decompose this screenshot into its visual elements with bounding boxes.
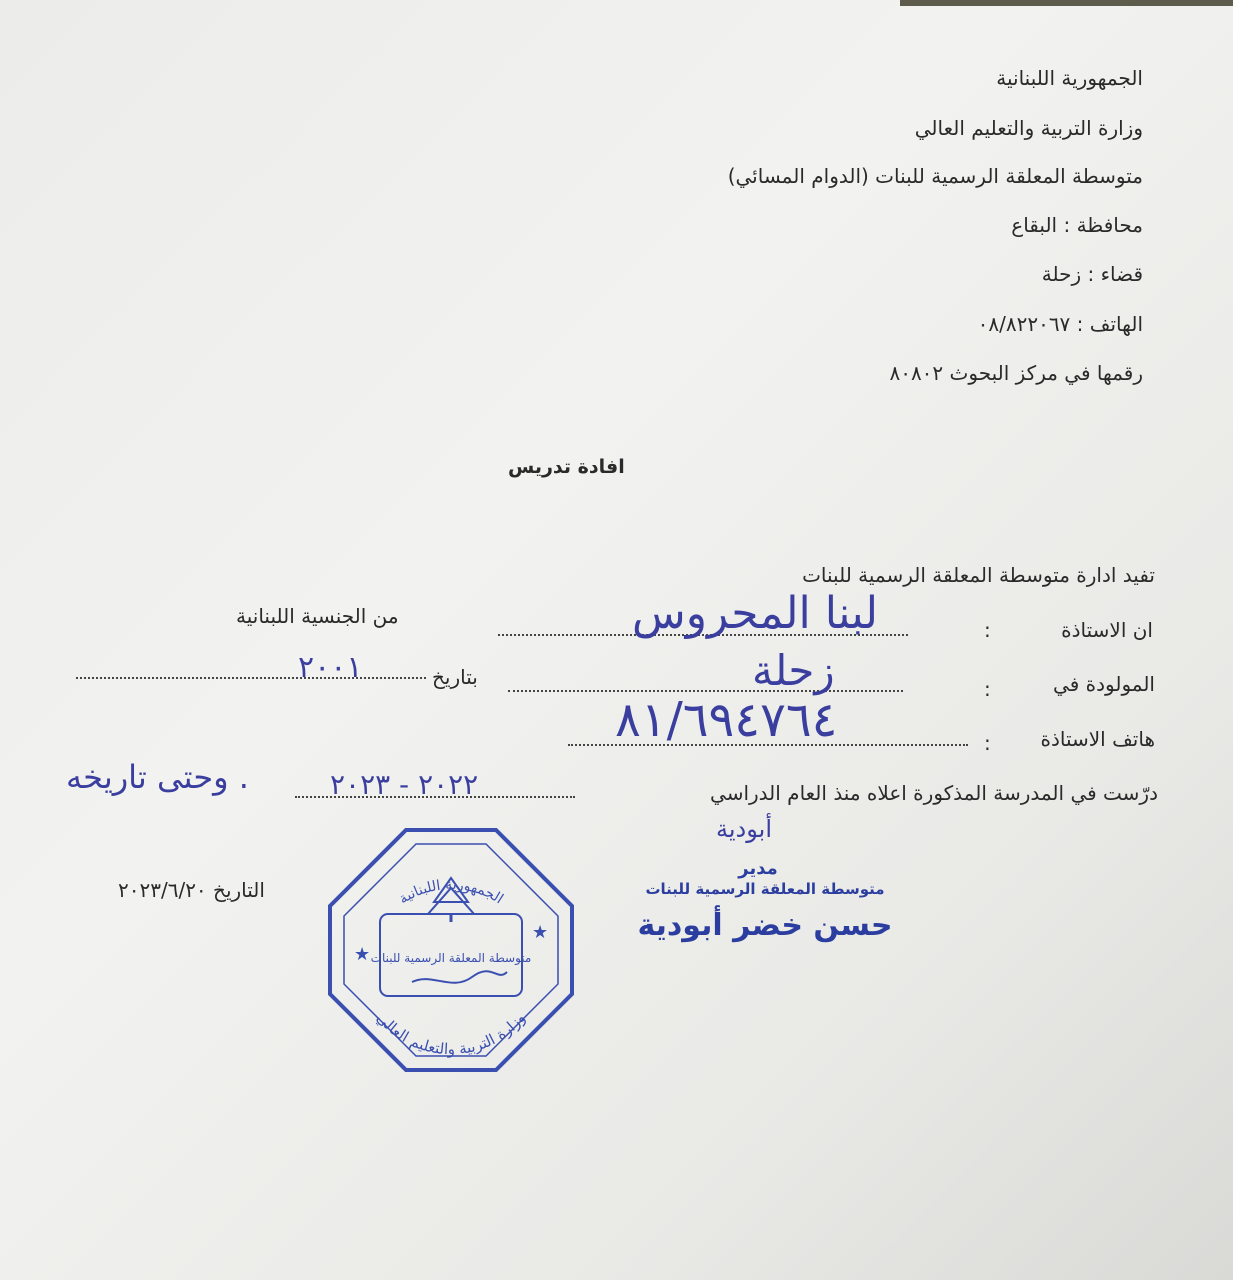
- director-handwritten-signature: أبودية: [716, 815, 772, 843]
- director-school-name: متوسطة المعلقة الرسمية للبنات: [645, 880, 885, 898]
- background-edge: [900, 0, 1233, 6]
- teacher-phone-handwritten: ٨١/٦٩٤٧٦٤: [615, 692, 838, 748]
- research-label: رقمها في مركز البحوث: [949, 361, 1143, 385]
- phone-line: [978, 312, 1143, 336]
- nationality-text: من الجنسية اللبنانية: [236, 604, 399, 628]
- birth-date-dotted-line: [76, 677, 426, 679]
- governorate-value: البقاع: [1011, 213, 1058, 237]
- teacher-phone-colon: :: [984, 731, 991, 755]
- director-title: مدير: [738, 858, 778, 879]
- governorate-label: محافظة :: [1063, 213, 1143, 237]
- teacher-phone-label: هاتف الاستاذة: [1040, 727, 1155, 751]
- intro-line: تفيد ادارة متوسطة المعلقة الرسمية للبنات: [802, 563, 1155, 587]
- taught-until-handwritten: وحتى تاريخه .: [66, 758, 249, 796]
- born-colon: :: [984, 677, 991, 701]
- official-seal: [322, 822, 580, 1077]
- ministry-name: وزارة التربية والتعليم العالي: [914, 116, 1143, 140]
- taught-since-label: درّست في المدرسة المذكورة اعلاه منذ العام الدراسي: [710, 781, 1158, 805]
- school-name: متوسطة المعلقة الرسمية للبنات (الدوام المسائي): [727, 164, 1143, 188]
- district-line: [1042, 262, 1143, 286]
- seal-signature-stroke: [412, 971, 507, 983]
- seal-outer-top-text: الجمهورية اللبنانية: [396, 877, 506, 908]
- seal-star-right-icon: ★: [532, 922, 549, 943]
- phone-value: ٠٨/٨٢٢٠٦٧: [977, 312, 1071, 336]
- teacher-colon: :: [984, 618, 991, 642]
- research-value: ٨٠٨٠٢: [889, 361, 944, 385]
- date-label: التاريخ: [213, 878, 265, 902]
- teacher-name-handwritten: لبنا المحروس: [632, 588, 879, 639]
- director-name: حسن خضر أبودية: [637, 908, 893, 943]
- district-value: زحلة: [1041, 262, 1082, 286]
- born-place-handwritten: زحلة: [752, 646, 835, 695]
- taught-year-handwritten: ٢٠٢٢ - ٢٠٢٣: [330, 768, 479, 801]
- document-title: افادة تدريس: [508, 456, 625, 478]
- seal-inner-text: متوسطة المعلقة الرسمية للبنات: [370, 951, 532, 965]
- birth-date-handwritten: ٢٠٠١: [298, 650, 363, 685]
- date-line: [118, 878, 265, 902]
- birth-date-label: بتاريخ: [432, 665, 478, 689]
- research-line: [889, 361, 1143, 385]
- republic-name: الجمهورية اللبنانية: [996, 66, 1143, 90]
- district-label: قضاء :: [1087, 262, 1143, 286]
- governorate-line: [1011, 213, 1143, 237]
- seal-star-left-icon: ★: [354, 944, 371, 965]
- seal-graphic: [322, 822, 580, 1077]
- born-label: المولودة في: [1053, 672, 1155, 696]
- phone-label: الهاتف :: [1076, 312, 1143, 336]
- seal-outer-bottom-text: وزارة التربية والتعليم العالي: [373, 1008, 529, 1059]
- teacher-label: ان الاستاذة: [1061, 618, 1153, 642]
- date-value: ٢٠٢٣/٦/٢٠: [118, 878, 207, 902]
